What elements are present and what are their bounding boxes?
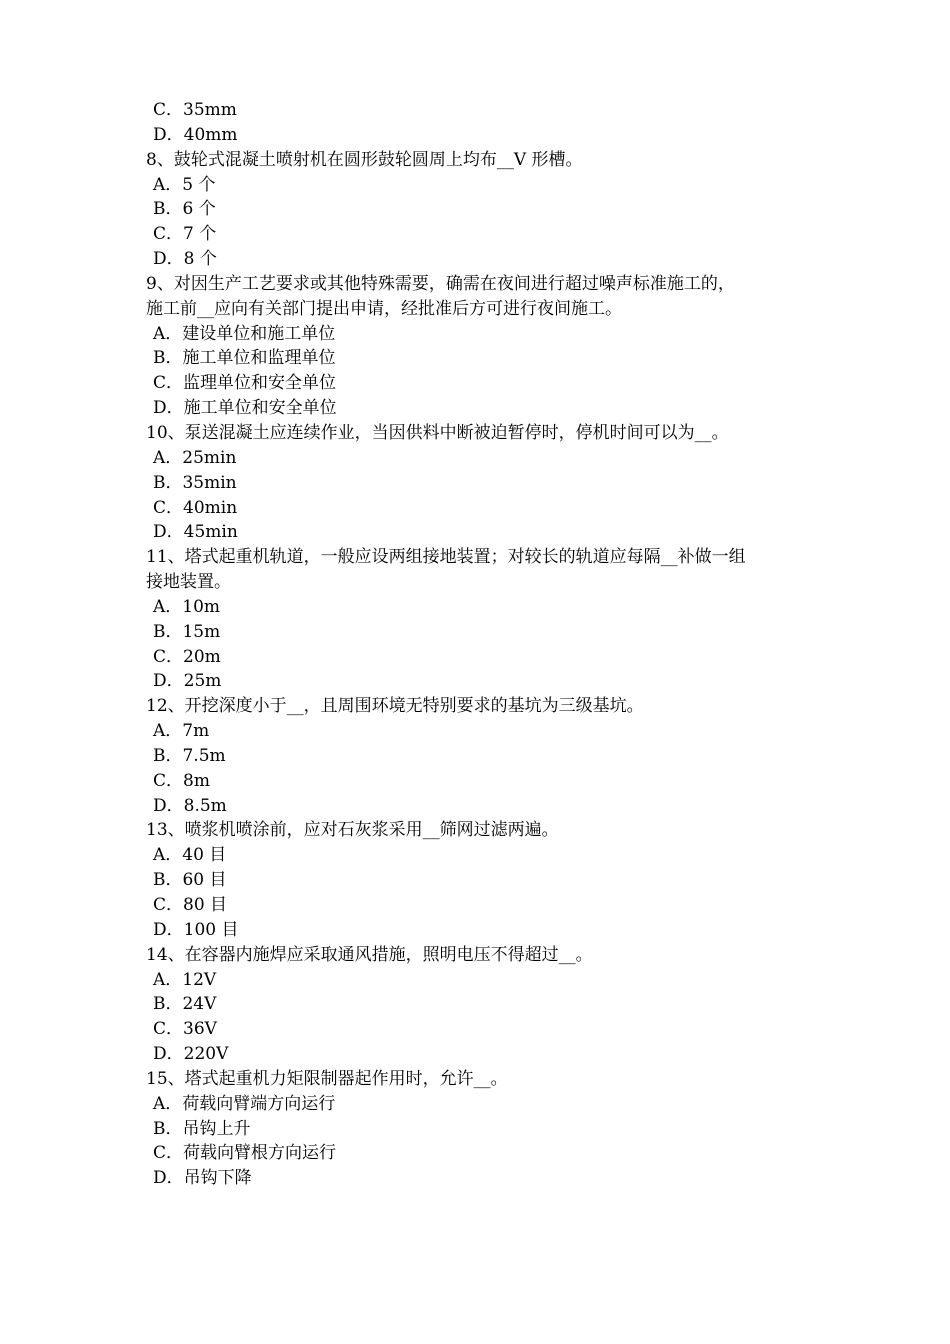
option-line: B．7.5m: [153, 745, 226, 766]
option-line: C．8m: [153, 770, 210, 791]
question-15: [0, 1067, 950, 1191]
option-line: C．7 个: [153, 224, 217, 245]
option-line: C．80 目: [153, 895, 228, 915]
question-text: 10、泵送混凝土应连续作业，当因供料中断被迫暂停时，停机时间可以为__。: [146, 422, 729, 443]
option-line: A．荷载向臂端方向运行: [153, 1093, 336, 1114]
option-line: B．15m: [153, 621, 221, 642]
option-line: A．7m: [153, 721, 210, 742]
option-line: B．60 目: [153, 870, 227, 891]
option-line: A．5 个: [153, 174, 216, 195]
lead-options: [0, 98, 950, 148]
option-line: C．36V: [153, 1019, 217, 1040]
option-line: D．8.5m: [153, 795, 227, 816]
question-14: [0, 943, 950, 1067]
question-text-continued: 施工前__应向有关部门提出申请，经批准后方可进行夜间施工。: [146, 298, 622, 319]
option-line: C．20m: [153, 646, 221, 667]
option-line: A．40 目: [153, 845, 227, 866]
option-line: D．45min: [153, 522, 238, 543]
question-text: 12、开挖深度小于__，且周围环境无特别要求的基坑为三级基坑。: [146, 696, 644, 717]
option-line: D．吊钩下降: [153, 1168, 252, 1189]
question-12: [0, 694, 950, 818]
option-line: B．吊钩上升: [153, 1118, 251, 1139]
question-8: [0, 148, 950, 272]
option-line: D．100 目: [153, 919, 239, 940]
option-line: D．25m: [153, 671, 222, 692]
question-11: [0, 545, 950, 694]
question-text: 15、塔式起重机力矩限制器起作用时，允许__。: [146, 1068, 508, 1089]
option-line: C．35mm: [153, 100, 237, 120]
question-13: [0, 818, 950, 942]
option-line: B．24V: [153, 994, 217, 1015]
question-text: 9、对因生产工艺要求或其他特殊需要，确需在夜间进行超过噪声标准施工的，: [146, 273, 735, 294]
option-line: B．施工单位和监理单位: [153, 348, 336, 369]
question-text: 11、塔式起重机轨道，一般应设两组接地装置；对较长的轨道应每隔__补做一组: [146, 547, 746, 568]
option-line: B．6 个: [153, 199, 216, 220]
question-text: 13、喷浆机喷涂前，应对石灰浆采用__筛网过滤两遍。: [146, 820, 559, 841]
option-line: A．12V: [153, 969, 217, 990]
option-line: B．35min: [153, 472, 237, 493]
option-line: A．10m: [153, 596, 221, 617]
question-text: 14、在容器内施焊应采取通风措施，照明电压不得超过__。: [146, 944, 593, 965]
option-line: D．40mm: [153, 124, 238, 145]
option-line: C．40min: [153, 497, 238, 518]
option-line: A．25min: [153, 447, 237, 468]
option-line: C．监理单位和安全单位: [153, 373, 337, 394]
option-line: D．220V: [153, 1044, 229, 1065]
option-line: A．建设单位和施工单位: [153, 323, 336, 344]
option-line: D．施工单位和安全单位: [153, 398, 337, 419]
question-10: [0, 421, 950, 545]
question-text-continued: 接地装置。: [146, 572, 231, 593]
question-9: [0, 272, 950, 421]
option-line: D．8 个: [153, 249, 217, 270]
document-page: [0, 98, 950, 1191]
question-text: 8、鼓轮式混凝土喷射机在圆形鼓轮圆周上均布__V 形槽。: [146, 149, 583, 170]
option-line: C．荷载向臂根方向运行: [153, 1143, 337, 1164]
